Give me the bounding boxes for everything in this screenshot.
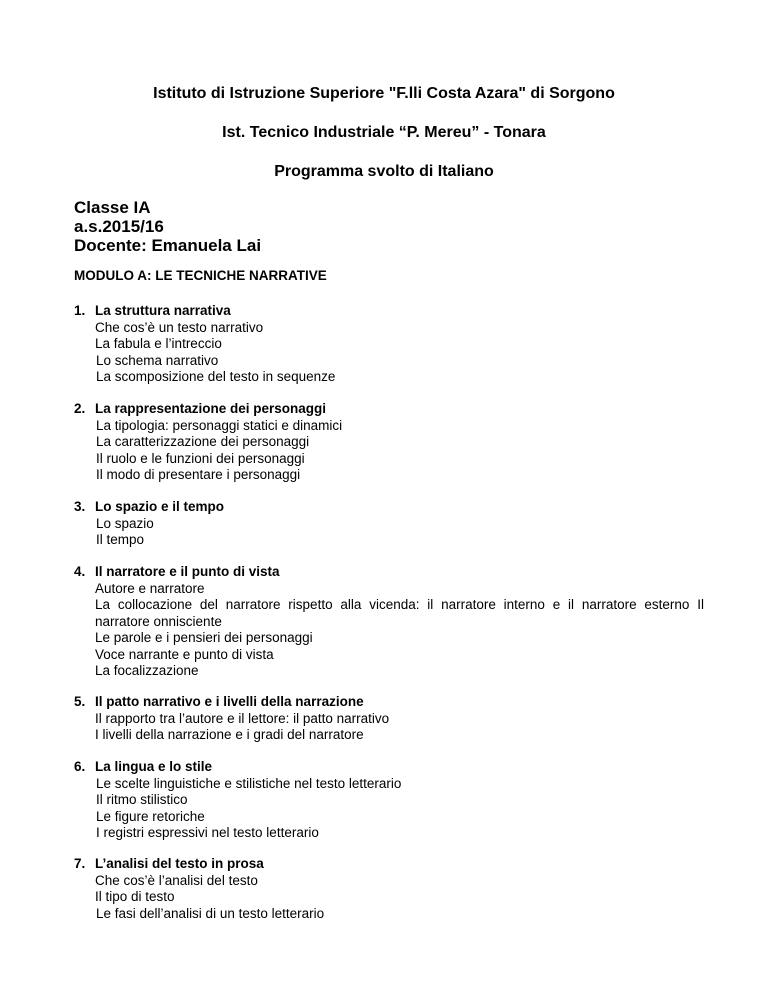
section-title: 6. La lingua e lo stile: [74, 759, 213, 774]
document-title: Programma svolto di Italiano: [274, 163, 494, 180]
list-item: I registri espressivi nel testo letterario: [96, 825, 319, 840]
section-title: 3. Lo spazio e il tempo: [74, 499, 225, 514]
section-title: 7. L’analisi del testo in prosa: [74, 856, 264, 871]
list-item: Le fasi dell’analisi di un testo letterario: [96, 905, 325, 921]
list-item: La collocazione del narratore rispetto alla vicenda: il narratore interno e il narratore esterno Il narratore onnisciente: [95, 597, 704, 629]
list-item: Il rapporto tra l’autore e il lettore: il patto narrativo: [95, 710, 390, 726]
list-item: Autore e narratore: [95, 580, 205, 596]
list-item: Le parole e i pensieri dei personaggi: [95, 630, 313, 645]
list-item: Il ritmo stilistico: [96, 792, 188, 807]
list-item: La focalizzazione: [95, 663, 199, 678]
institute-name: Ist. Tecnico Industriale “P. Mereu” - Tonara: [222, 124, 546, 141]
section-2: [74, 401, 704, 484]
list-item: Il ruolo e le funzioni dei personaggi: [96, 450, 305, 466]
list-item: La scomposizione del testo in sequenze: [96, 369, 336, 384]
section-title: 4. Il narratore e il punto di vista: [74, 564, 280, 579]
list-item: La caratterizzazione dei personaggi: [96, 434, 310, 449]
list-item: Le figure retoriche: [96, 808, 205, 824]
list-item: Lo spazio: [96, 515, 154, 531]
list-item: Il modo di presentare i personaggi: [96, 467, 301, 482]
section-3: [74, 499, 704, 549]
section-title: 1. La struttura narrativa: [74, 303, 231, 318]
section-1: [74, 303, 704, 386]
section-title: 5. Il patto narrativo e i livelli della narrazione: [74, 694, 364, 709]
section-5: [74, 694, 704, 744]
list-item: Lo schema narrativo: [96, 352, 219, 368]
school-name: Istituto di Istruzione Superiore "F.lli Costa Azara" di Sorgono: [153, 85, 615, 102]
teacher-name: Docente: Emanuela Lai: [74, 236, 262, 255]
list-item: Il tipo di testo: [95, 889, 175, 904]
list-item: Che cos’è l’analisi del testo: [95, 872, 258, 888]
module-title: MODULO A: LE TECNICHE NARRATIVE: [74, 268, 327, 283]
section-6: [74, 759, 704, 842]
section-7: [74, 856, 704, 922]
list-item: La fabula e l’intreccio: [95, 336, 222, 351]
class-label: Classe IA: [74, 198, 151, 217]
list-item: I livelli della narrazione e i gradi del narratore: [95, 727, 364, 742]
list-item: Le scelte linguistiche e stilistiche nel testo letterario: [96, 775, 402, 791]
list-item: La tipologia: personaggi statici e dinamici: [96, 417, 343, 433]
section-4: [74, 564, 704, 680]
section-title: 2. La rappresentazione dei personaggi: [74, 401, 327, 416]
list-item: Voce narrante e punto di vista: [95, 646, 274, 662]
school-year: a.s.2015/16: [74, 217, 164, 236]
list-item: Il tempo: [96, 532, 145, 547]
list-item: Che cos’è un testo narrativo: [95, 319, 264, 335]
